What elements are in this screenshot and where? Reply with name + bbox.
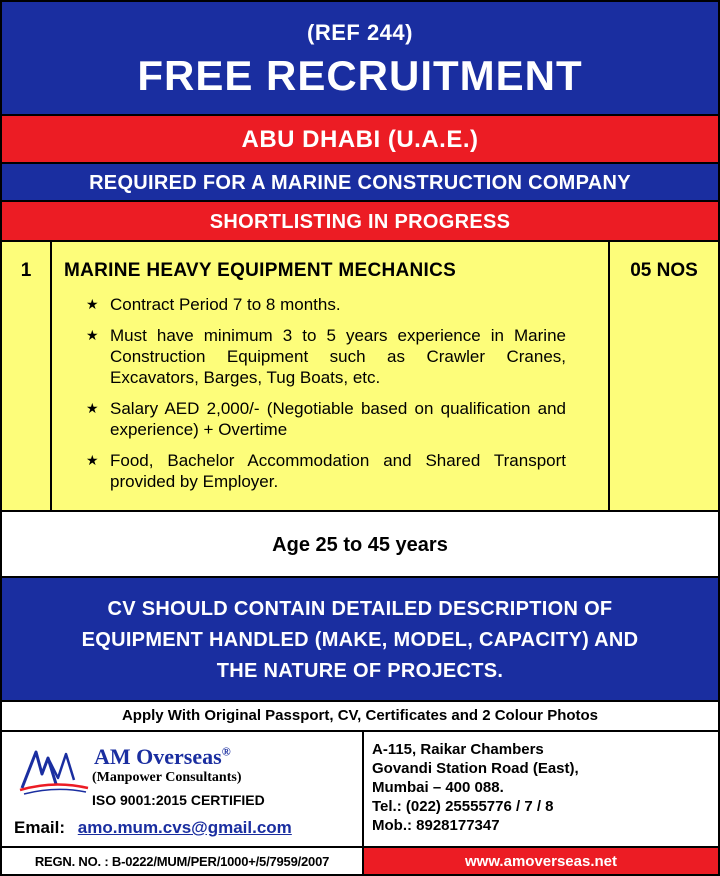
email-label: Email: xyxy=(14,818,66,837)
mobile: Mob.: 8928177347 xyxy=(372,817,500,834)
agency-logo-block xyxy=(12,742,352,814)
requirement-text: Contract Period 7 to 8 months. xyxy=(110,295,341,314)
iso-certification: ISO 9001:2015 CERTIFIED xyxy=(92,792,265,808)
address-line: A-115, Raikar Chambers xyxy=(372,741,544,758)
registration-number: REGN. NO. : B-0222/MUM/PER/1000+/5/7959/2007 xyxy=(2,846,362,874)
address-line: Mumbai – 400 088. xyxy=(372,779,504,796)
requirement-text: Salary AED 2,000/- (Negotiable based on qualification and experience) + Overtime xyxy=(110,399,566,439)
address-line: Govandi Station Road (East), xyxy=(372,760,579,777)
agency-subtitle: (Manpower Consultants) xyxy=(92,770,242,785)
company-band: REQUIRED FOR A MARINE CONSTRUCTION COMPANY xyxy=(2,164,718,202)
star-icon: ★ xyxy=(86,452,99,468)
cv-note-line: CV SHOULD CONTAIN DETAILED DESCRIPTION OF xyxy=(107,598,613,620)
reference-number: (REF 244) xyxy=(307,20,413,45)
job-table xyxy=(2,242,718,512)
list-item xyxy=(86,294,596,315)
cv-note-line: EQUIPMENT HANDLED (MAKE, MODEL, CAPACITY) AND xyxy=(81,629,639,651)
header-band xyxy=(2,2,718,116)
location-band: ABU DHABI (U.A.E.) xyxy=(2,116,718,164)
email-row xyxy=(14,818,292,838)
requirement-text: Must have minimum 3 to 5 years experience in Marine Construction Equipment such as Crawler Cranes, Excavators, Barges, Tug Boats, etc. xyxy=(110,326,566,387)
page-title: FREE RECRUITMENT xyxy=(137,52,583,99)
list-item xyxy=(86,398,596,440)
agency-name: AM Overseas® xyxy=(94,744,231,769)
footer xyxy=(2,732,718,874)
job-quantity: 05 NOS xyxy=(630,260,698,281)
job-title: MARINE HEAVY EQUIPMENT MECHANICS xyxy=(64,260,457,281)
cv-note xyxy=(2,578,718,702)
cv-note-line: THE NATURE OF PROJECTS. xyxy=(216,660,504,682)
status-band: SHORTLISTING IN PROGRESS xyxy=(2,202,718,242)
job-requirements-list xyxy=(64,294,596,492)
star-icon: ★ xyxy=(86,327,99,343)
age-requirement: Age 25 to 45 years xyxy=(2,512,718,578)
website-link[interactable]: www.amoverseas.net xyxy=(364,846,718,874)
email-link[interactable]: amo.mum.cvs@gmail.com xyxy=(77,818,292,837)
list-item xyxy=(86,325,596,388)
agency-block xyxy=(2,732,364,874)
apply-instructions: Apply With Original Passport, CV, Certificates and 2 Colour Photos xyxy=(2,702,718,732)
contact-block xyxy=(364,732,718,874)
telephone: Tel.: (022) 25555776 / 7 / 8 xyxy=(372,798,554,815)
star-icon: ★ xyxy=(86,296,99,312)
star-icon: ★ xyxy=(86,400,99,416)
list-item xyxy=(86,450,596,492)
requirement-text: Food, Bachelor Accommodation and Shared Transport provided by Employer. xyxy=(110,451,566,491)
job-details xyxy=(52,242,610,510)
address xyxy=(372,740,579,835)
am-overseas-logo-icon xyxy=(18,744,90,796)
job-number: 1 xyxy=(2,242,52,510)
